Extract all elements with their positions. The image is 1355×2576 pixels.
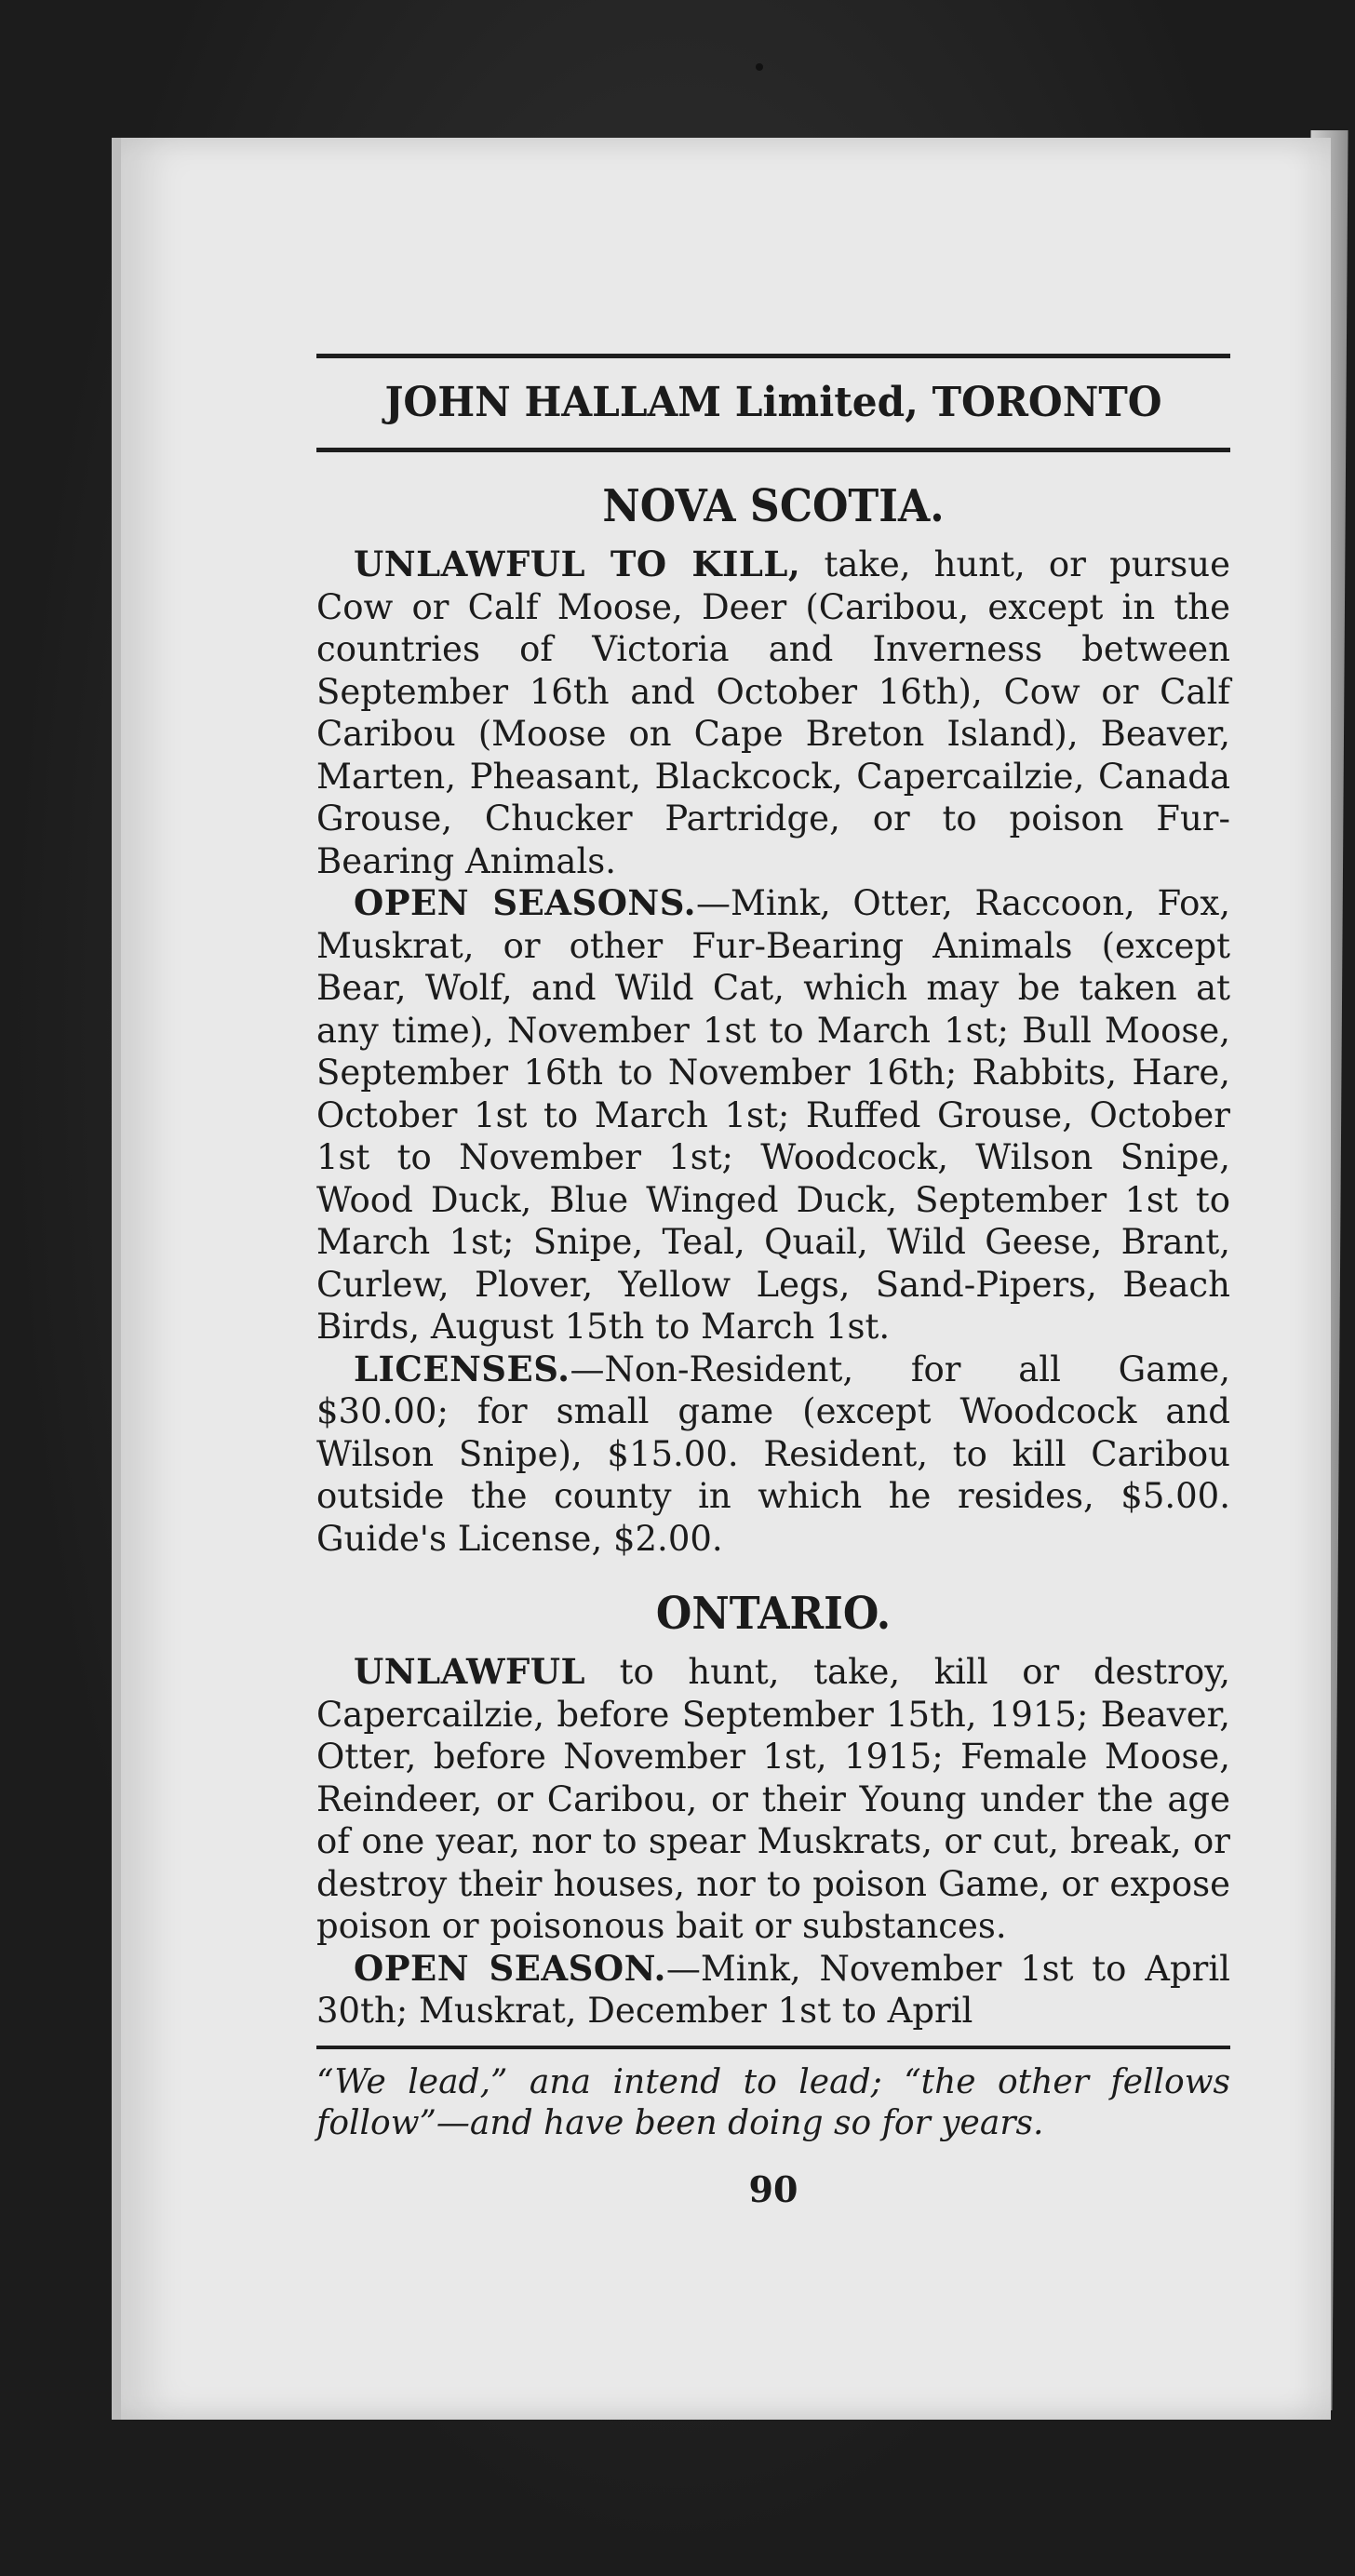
paragraph-body: —Mink, November 1st to April 30th; Muskrat, December 1st to April <box>316 1948 1230 2031</box>
section-title-nova-scotia: NOVA SCOTIA. <box>602 480 945 532</box>
ontario-unlawful-paragraph <box>316 1651 1230 1948</box>
header-top-rule <box>316 354 1230 358</box>
nova-scotia-unlawful-paragraph <box>316 543 1230 882</box>
nova-scotia-open-seasons-paragraph <box>316 882 1230 1348</box>
paragraph-body: to hunt, take, kill or destroy, Capercailzie, before September 15th, 1915; Beaver, Otter, before November 1st, 1915; Female Moose, Reindeer, or Caribou, or their Young under the age of one year, nor to spear Muskrats, or cut, break, or destroy their houses, nor to poison Game, or expose poison or poisonous bait or substances. <box>316 1652 1230 1946</box>
paragraph-lead: LICENSES. <box>354 1348 570 1389</box>
paragraph-lead: UNLAWFUL TO KILL, <box>354 543 801 584</box>
ontario-open-season-paragraph <box>316 1948 1230 2033</box>
paragraph-lead: UNLAWFUL <box>354 1651 586 1692</box>
page-number: 90 <box>748 2167 798 2210</box>
paragraph-body: take, hunt, or pursue Cow or Calf Moose, Deer (Caribou, except in the countries of Victoria and Inverness between September 16th and October 16th), Cow or Calf Caribou (Moose on Cape Breton Island), Beaver, Marten, Pheasant, Blackcock, Capercailzie, Canada Grouse, Chucker Partridge, or to poison Fur-Bearing Animals. <box>316 544 1230 881</box>
dust-speck <box>756 63 763 71</box>
header-bottom-rule <box>316 448 1230 452</box>
footer-slogan: “We lead,” ana intend to lead; “the other fellows follow”—and have been doing so for years. <box>316 2062 1230 2142</box>
footer-rule <box>316 2046 1230 2049</box>
paragraph-body: —Non-Resident, for all Game, $30.00; for small game (except Woodcock and Wilson Snipe), $15.00. Resident, to kill Caribou outside the county in which he resides, $5.00. Guide's License, $2.00. <box>316 1348 1230 1559</box>
page-content <box>316 354 1230 2210</box>
running-header: JOHN HALLAM Limited, TORONTO <box>384 379 1162 426</box>
paragraph-body: —Mink, Otter, Raccoon, Fox, Muskrat, or other Fur-Bearing Animals (except Bear, Wolf, and Wild Cat, which may be taken at any time), November 1st to March 1st; Bull Moose, September 16th to November 16th; Rabbits, Hare, October 1st to March 1st; Ruffed Grouse, October 1st to November 1st; Woodcock, Wilson Snipe, Wood Duck, Blue Winged Duck, September 1st to March 1st; Snipe, Teal, Quail, Wild Geese, Brant, Curlew, Plover, Yellow Legs, Sand-Pipers, Beach Birds, August 15th to March 1st. <box>316 883 1231 1347</box>
section-title-ontario: ONTARIO. <box>655 1588 892 1640</box>
paragraph-lead: OPEN SEASON. <box>354 1947 666 1989</box>
paragraph-lead: OPEN SEASONS. <box>354 882 697 923</box>
nova-scotia-licenses-paragraph <box>316 1348 1230 1561</box>
